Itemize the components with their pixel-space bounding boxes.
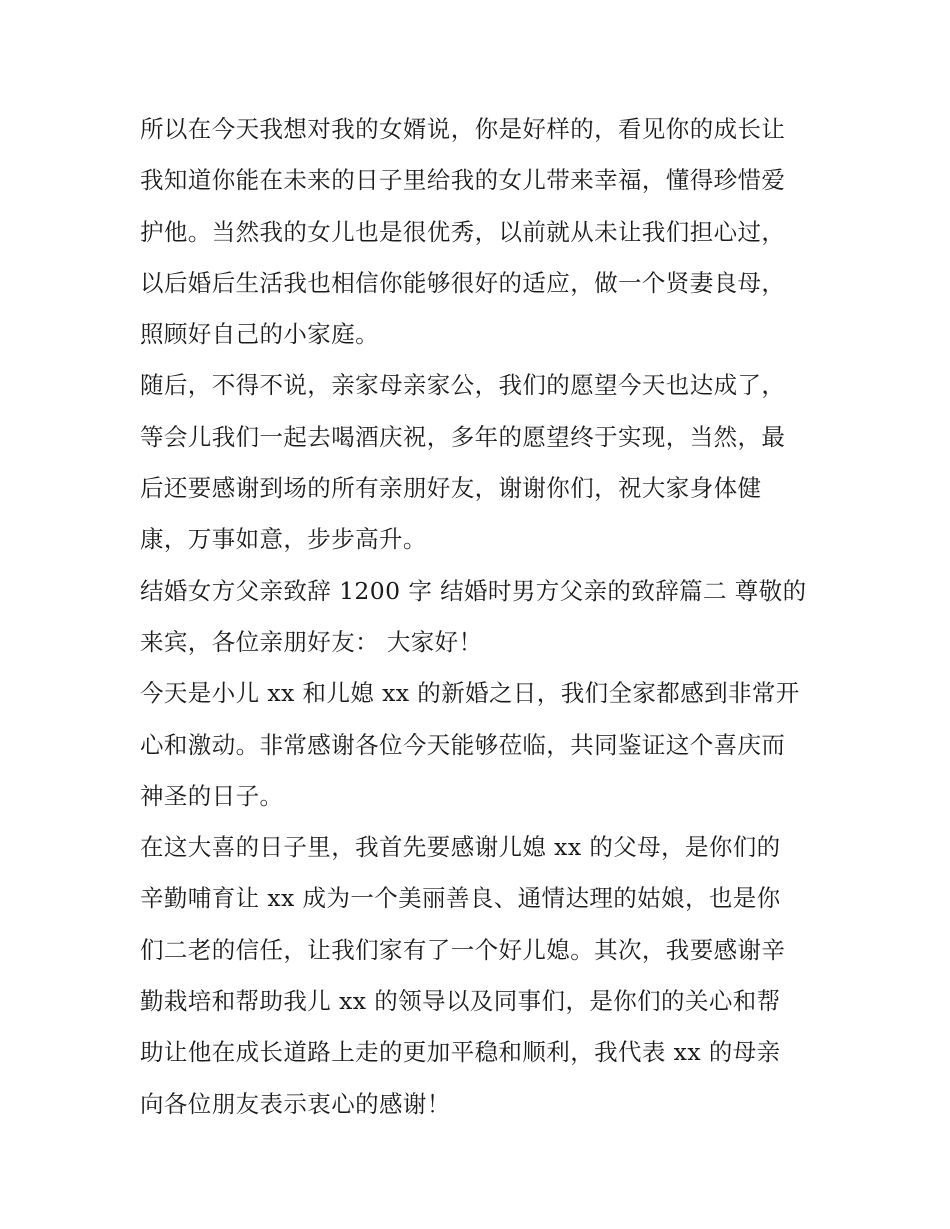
- text-line: 我知道你能在未来的日子里给我的女儿带来幸福，懂得珍惜爱: [140, 166, 786, 195]
- text-line: 照顾好自己的小家庭。: [140, 320, 379, 349]
- text-line: 神圣的日子。: [140, 781, 284, 810]
- document-body: [140, 104, 820, 1130]
- text-line: 结婚女方父亲致辞 1200 字 结婚时男方父亲的致辞篇二 尊敬的: [140, 576, 807, 605]
- text-line: 等会儿我们一起去喝酒庆祝，多年的愿望终于实现，当然，最: [140, 422, 786, 451]
- text-line: 所以在今天我想对我的女婿说，你是好样的，看见你的成长让: [140, 115, 786, 143]
- text-line: 随后，不得不说，亲家母亲家公，我们的愿望今天也达成了，: [140, 371, 786, 400]
- text-line: 康，万事如意，步步高升。: [140, 525, 427, 554]
- text-line: 护他。当然我的女儿也是很优秀，以前就从未让我们担心过，: [140, 217, 786, 246]
- text-line: 以后婚后生活我也相信你能够很好的适应，做一个贤妻良母，: [140, 268, 786, 297]
- paragraph-1: [140, 104, 820, 360]
- text-line: 来宾，各位亲朋好友： 大家好！: [140, 627, 483, 656]
- paragraph-2: [140, 360, 820, 565]
- paragraph-5: [140, 822, 820, 1130]
- text-line: 助让他在成长道路上走的更加平稳和顺利，我代表 xx 的母亲: [140, 1038, 781, 1067]
- text-line: 今天是小儿 xx 和儿媳 xx 的新婚之日，我们全家都感到非常开: [140, 679, 800, 708]
- text-line: 们二老的信任，让我们家有了一个好儿媳。其次，我要感谢辛: [140, 935, 786, 964]
- text-line: 勤栽培和帮助我儿 xx 的领导以及同事们，是你们的关心和帮: [140, 987, 781, 1016]
- paragraph-3: [140, 566, 820, 669]
- text-line: 后还要感谢到场的所有亲朋好友，谢谢你们，祝大家身体健: [140, 474, 762, 503]
- text-line: 向各位朋友表示衷心的感谢！: [140, 1089, 451, 1118]
- text-line: 在这大喜的日子里，我首先要感谢儿媳 xx 的父母，是你们的: [140, 833, 781, 862]
- paragraph-4: [140, 668, 820, 822]
- text-line: 心和激动。非常感谢各位今天能够莅临，共同鉴证这个喜庆而: [140, 730, 786, 759]
- text-line: 辛勤哺育让 xx 成为一个美丽善良、通情达理的姑娘，也是你: [140, 884, 781, 913]
